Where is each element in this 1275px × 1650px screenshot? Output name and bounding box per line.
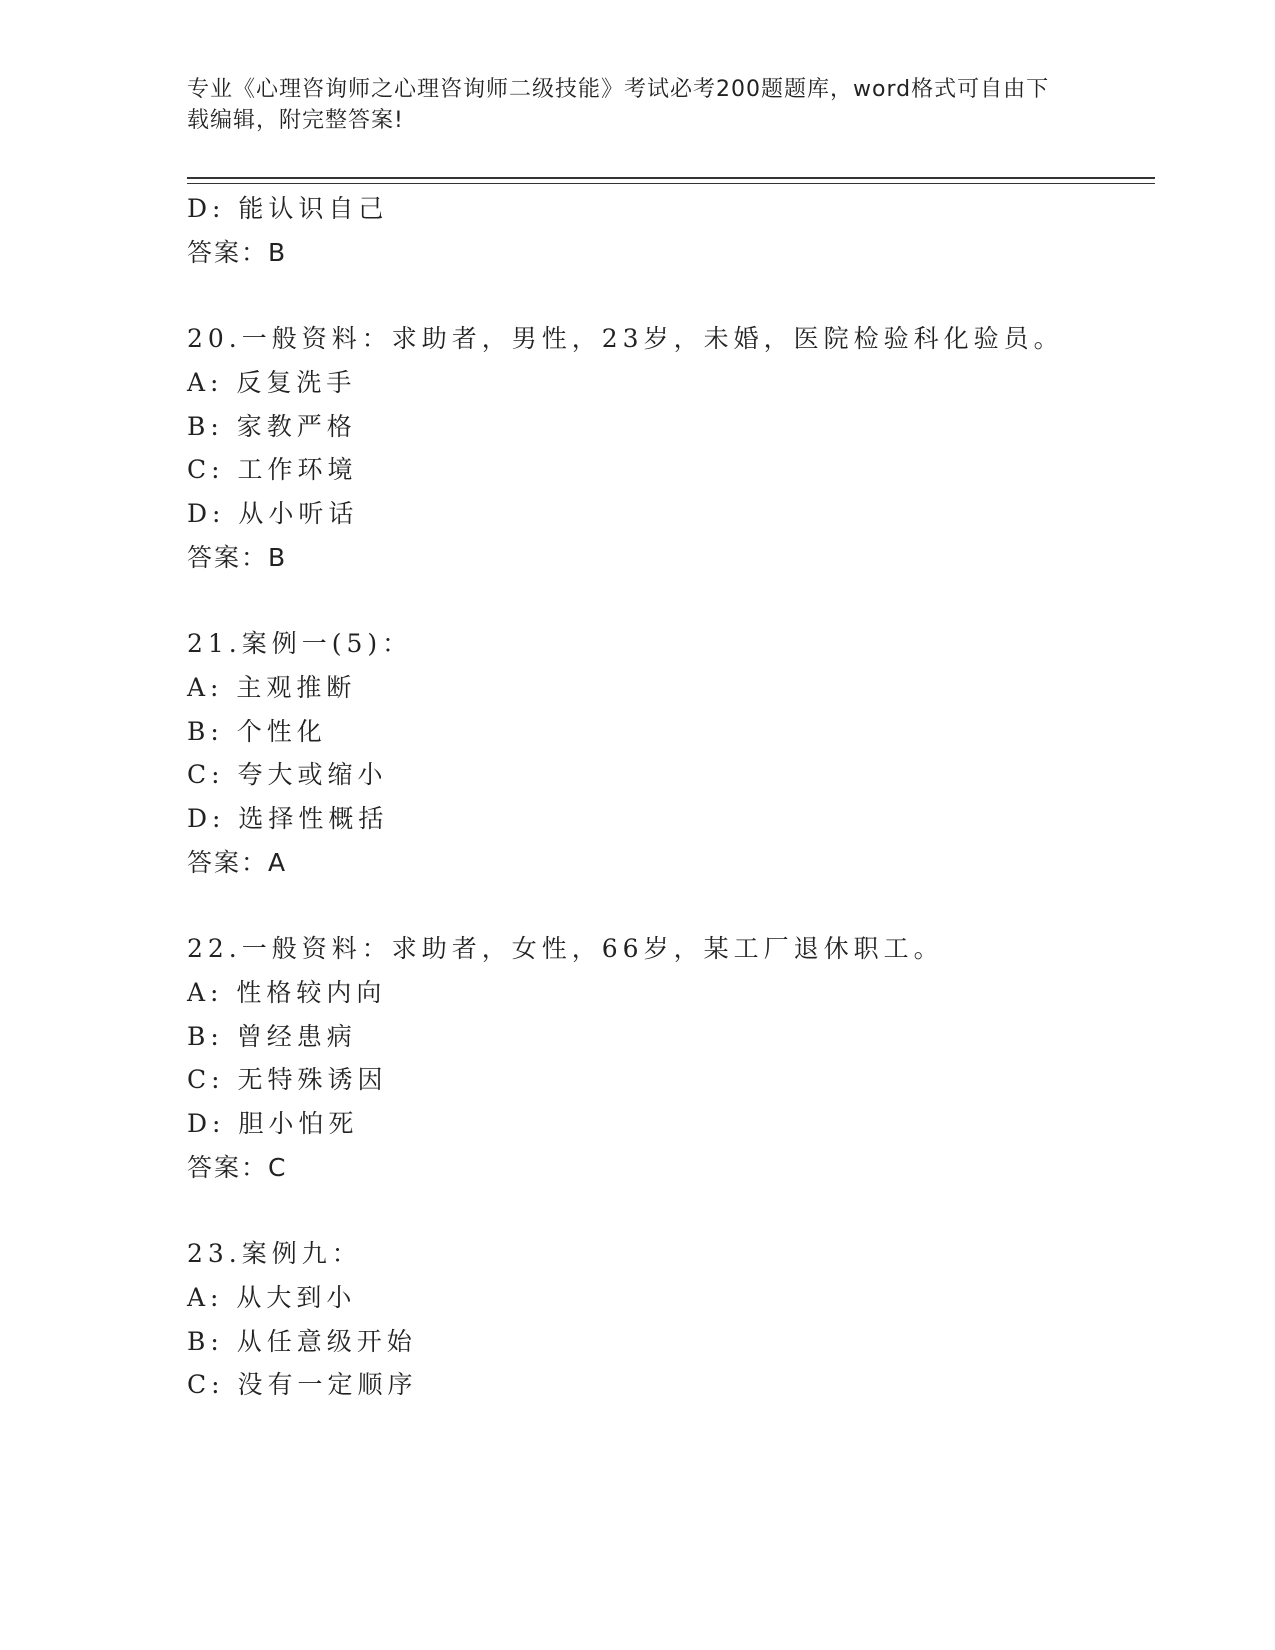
option-b: B: 个性化 [187, 717, 327, 746]
question-stem: 23.案例九： [187, 1239, 362, 1268]
option-d: D: 选择性概括 [187, 804, 389, 833]
question-stem: 22.一般资料：求助者，女性，66岁，某工厂退休职工。 [187, 934, 944, 963]
option-c: C: 没有一定顺序 [187, 1370, 418, 1399]
header-divider-thick [187, 177, 1155, 179]
option-a: A: 性格较内向 [187, 978, 387, 1007]
answer: 答案：C [187, 1153, 288, 1182]
option-b: B: 曾经患病 [187, 1022, 357, 1051]
answer: 答案：A [187, 848, 288, 877]
option-d: D: 从小听话 [187, 499, 359, 528]
question-stem: 21.案例一(5)： [187, 629, 413, 658]
option-a: A: 反复洗手 [187, 368, 357, 397]
option-b: B: 家教严格 [187, 412, 357, 441]
answer: 答案：B [187, 238, 288, 267]
question-stem: 20.一般资料：求助者，男性，23岁，未婚，医院检验科化验员。 [187, 324, 1064, 353]
header-divider-thin [187, 183, 1155, 184]
option-b: B: 从任意级开始 [187, 1327, 417, 1356]
option-c: C: 无特殊诱因 [187, 1065, 388, 1094]
option-c: C: 工作环境 [187, 455, 358, 484]
option-d: D: 胆小怕死 [187, 1109, 359, 1138]
option-c: C: 夸大或缩小 [187, 760, 388, 789]
option-a: A: 从大到小 [187, 1283, 357, 1312]
option-d: D: 能认识自己 [187, 194, 389, 223]
option-a: A: 主观推断 [187, 673, 357, 702]
answer: 答案：B [187, 543, 288, 572]
page-header-text: 专业《心理咨询师之心理咨询师二级技能》考试必考200题题库，word格式可自由下载编辑，附完整答案! [187, 77, 1050, 133]
